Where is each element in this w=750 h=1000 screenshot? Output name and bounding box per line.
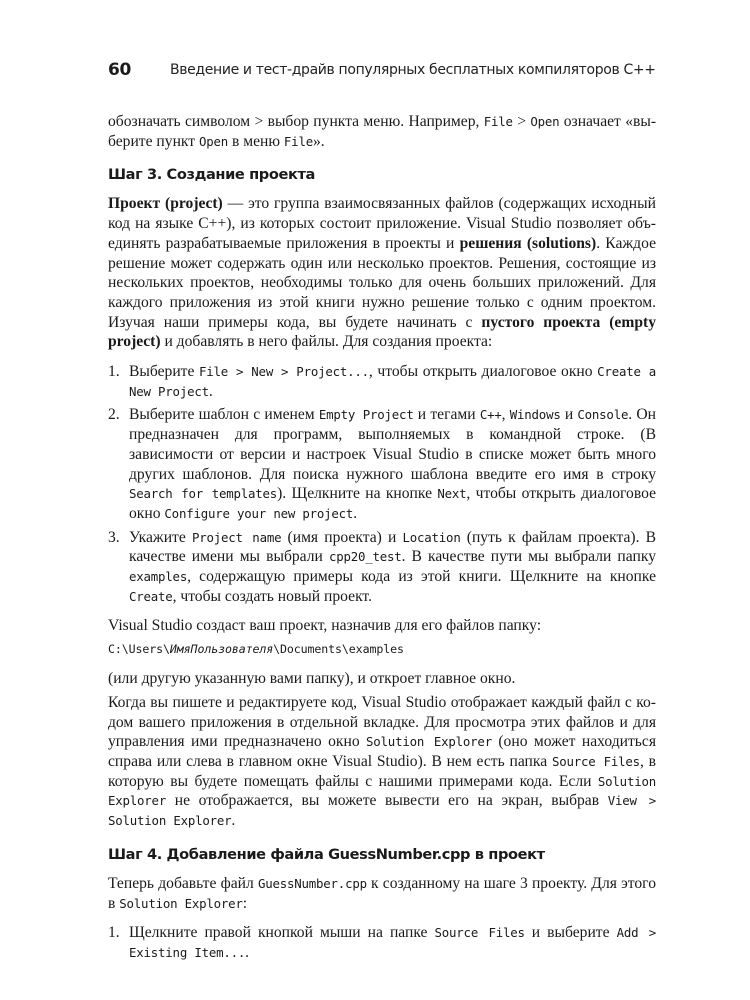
text-run: , чтобы создать новый проект. [172, 587, 372, 605]
step3-heading: Шаг 3. Создание проекта [108, 166, 315, 184]
intro-paragraph [108, 112, 656, 151]
text-run: > [517, 113, 526, 130]
list-number: 2. [108, 406, 120, 424]
code-run: Configure your new project [164, 505, 354, 521]
text-run: . [245, 943, 250, 961]
text-run: . [231, 812, 236, 830]
code-run: Location [402, 529, 461, 545]
code-run: Solution Explorer [119, 895, 243, 911]
code-run: examples [129, 569, 188, 585]
code-run: Windows [509, 407, 561, 423]
text-run: > выбор пункта меню. Например, [254, 113, 480, 130]
step4-heading: Шаг 4. Добавление файла GuessNumber.cpp в проект [108, 845, 545, 863]
text-run: . [353, 504, 358, 522]
code-run: Create [129, 588, 173, 604]
running-title: Введение и тест-драйв популярных бесплатных компиляторов C++ [170, 62, 656, 78]
code-run: C++ [479, 407, 502, 423]
text-run: означает «вы-берите пункт [108, 113, 657, 150]
text-run: , чтобы открыть диалоговое окно [129, 485, 656, 522]
code-run: Open [199, 133, 229, 149]
code-run: File [283, 133, 313, 149]
step3-paragraph [108, 194, 656, 352]
code-run: GuessNumber.cpp [257, 875, 367, 891]
list-number: 3. [108, 528, 120, 546]
code-run: View > Solution Explorer [108, 793, 657, 829]
bold-term: Проект (project) [108, 195, 223, 213]
bold-term: пустого проекта (empty project) [108, 313, 657, 351]
text-run: — это группа взаимосвязанных файлов (содержащих исходный код на языке C++), из которых состоит приложение. Visual Studio позволяет объ-единять разрабатываемые приложения в проекты и [108, 195, 656, 252]
solution-explorer-paragraph [108, 693, 656, 831]
step4-paragraph [108, 874, 656, 913]
code-run: Source Files [434, 925, 525, 941]
text-run: (имя проекта) и [287, 528, 397, 546]
text-run: к созданному на шаге 3 проекту. Для этого в [108, 874, 656, 912]
text-run: . В качестве пути мы выбрали папку [401, 548, 656, 566]
text-run: , в которую вы будете помещать файлы с нашими примерами кода. Если [108, 752, 656, 790]
text-run: Когда вы пишете и редактируете код, Visual Studio отображает каждый файл с ко-дом вашего приложения в отдельной вкладке. Для просмотра этих файлов и для управления ими предназначено окно [108, 693, 656, 751]
after-path-paragraph: (или другую указанную вами папку), и откроет главное окно. [108, 670, 516, 688]
text-run: Выберите [129, 363, 195, 381]
text-run: и добавлять в него файлы. Для создания проекта: [164, 333, 493, 351]
code-run: ИмяПользователя [169, 642, 274, 657]
code-run: File [483, 114, 513, 129]
code-run: Console [577, 407, 629, 423]
text-run: (путь к файлам проекта). В качестве имени мы выбрали [129, 528, 657, 566]
text-run: , [501, 406, 506, 424]
text-run: . Он предназначен для программ, выполняемых в командной строке. (В зависимости от версии и настроек Visual Studio в списке может быть много других шаблонов. Для поиска нужного шаблона введите его имя в строку [129, 406, 656, 483]
page-body [108, 112, 656, 963]
list-item [108, 405, 656, 523]
code-run: C:\Users\ [108, 642, 170, 657]
text-run: , содержащую примеры кода из этой книги. Щелкните на кнопке [187, 568, 656, 586]
text-run: . Каждое решение может содержать один или несколько проектов. Решения, состоящие из нескольких проектов, необходимы только для очень больших приложений. Для каждого приложения из этой книги нужно решение только с одним проектом. Изучая наши примеры кода, вы будете начинать с [108, 234, 656, 331]
list-item [108, 923, 656, 962]
page-number: 60 [108, 60, 132, 80]
list-number: 1. [108, 924, 120, 942]
page-header [108, 60, 656, 86]
text-run: ). Щелкните на кнопке [277, 485, 433, 503]
code-run: cpp20_test [328, 549, 402, 565]
code-run: Solution Explorer [108, 773, 656, 809]
code-run: Next [437, 486, 467, 502]
code-run: Add > Existing Item... [129, 925, 657, 960]
code-run: Project name [191, 529, 282, 545]
text-run: не отображается, вы можете вывести его на экран, выбрав [174, 792, 600, 810]
text-run: Теперь добавьте файл [108, 874, 254, 892]
text-run: обозначать символом [108, 113, 251, 130]
text-run: Выберите шаблон с именем [129, 406, 315, 424]
after-list-paragraph: Visual Studio создаст ваш проект, назначив для его файлов папку: [108, 617, 542, 635]
list-number: 1. [108, 363, 120, 381]
list-item [108, 528, 656, 607]
text-run: и тегами [417, 406, 476, 424]
list-item [108, 362, 656, 401]
text-run: в меню [231, 132, 281, 150]
text-run: (оно может находиться справа или слева в главном окне Visual Studio). В нем есть папка [108, 733, 656, 770]
code-run: Source Files [551, 753, 640, 769]
text-run: , чтобы открыть диалоговое окно [368, 363, 593, 381]
text-run: и выберите [531, 924, 610, 942]
code-run: \Documents\examples [273, 642, 404, 657]
code-run: Create a New Project [129, 364, 656, 399]
text-run: Укажите [129, 528, 186, 546]
text-run: : [242, 894, 248, 912]
bold-term: решения (solutions) [459, 234, 597, 252]
folder-path [108, 640, 656, 659]
text-run: . [208, 382, 213, 400]
code-run: Search for templates [129, 486, 278, 502]
code-run: Open [530, 114, 560, 129]
code-run: Solution Explorer [366, 734, 492, 750]
text-run: и [564, 406, 574, 424]
code-run: Empty Project [318, 407, 414, 423]
text-run: Щелкните правой кнопкой мыши на папке [129, 924, 428, 942]
code-run: File > New > Project... [199, 364, 369, 380]
text-run: ». [312, 132, 325, 150]
